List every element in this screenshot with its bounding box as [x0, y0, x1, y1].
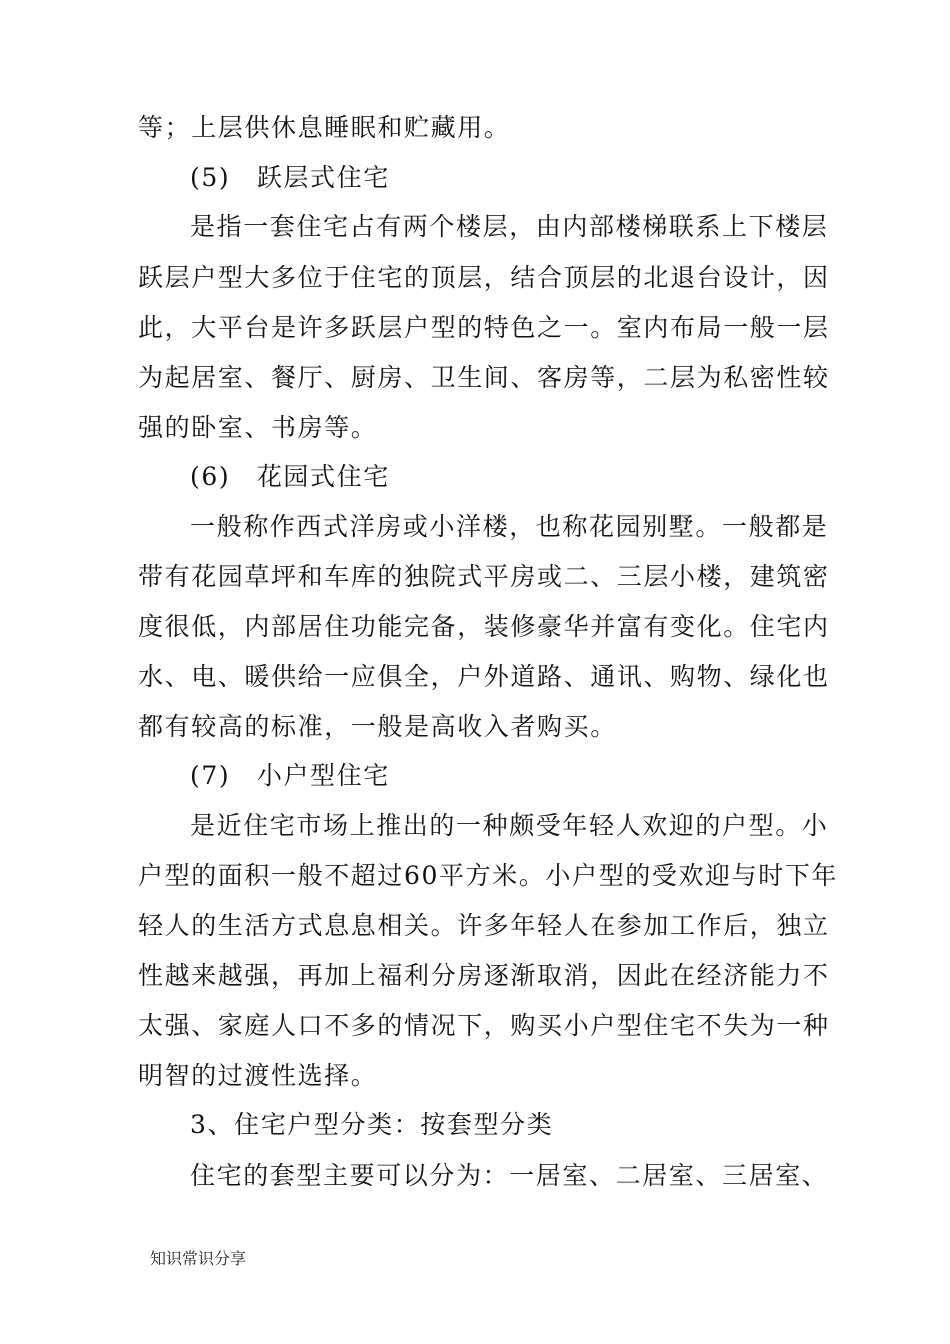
paragraph-line: 一般称作西式洋房或小洋楼，也称花园别墅。一般都是 [190, 512, 829, 541]
paragraph-line: 是近住宅市场上推出的一种颇受年轻人欢迎的户型。小 [190, 811, 829, 840]
paragraph-line: 度很低，内部居住功能完备，装修豪华并富有变化。住宅内 [138, 612, 830, 641]
section-heading-5: (5) 跃层式住宅 [190, 163, 390, 192]
paragraph-line: 此，大平台是许多跃层户型的特色之一。室内布局一般一层 [138, 313, 830, 342]
paragraph-line: 都有较高的标准，一般是高收入者购买。 [138, 712, 617, 741]
paragraph-line: 跃层户型大多位于住宅的顶层，结合顶层的北退台设计，因 [138, 263, 830, 292]
paragraph-line: 户型的面积一般不超过60平方米。小户型的受欢迎与时下年 [138, 861, 839, 890]
section-heading-7: (7) 小户型住宅 [190, 761, 390, 790]
paragraph-line: 强的卧室、书房等。 [138, 413, 378, 442]
paragraph-line: 等；上层供休息睡眠和贮藏用。 [138, 113, 511, 142]
paragraph-line: 轻人的生活方式息息相关。许多年轻人在参加工作后，独立 [138, 911, 830, 940]
section-heading-3: 3、住宅户型分类：按套型分类 [190, 1110, 554, 1139]
paragraph-line: 是指一套住宅占有两个楼层，由内部楼梯联系上下楼层 [190, 212, 829, 241]
paragraph-line: 为起居室、餐厅、厨房、卫生间、客房等，二层为私密性较 [138, 363, 830, 392]
paragraph-line: 性越来越强，再加上福利分房逐渐取消，因此在经济能力不 [138, 961, 830, 990]
paragraph-line: 明智的过渡性选择。 [138, 1061, 378, 1090]
paragraph-line: 水、电、暖供给一应俱全，户外道路、通讯、购物、绿化也 [138, 662, 830, 691]
footer-note: 知识常识分享 [150, 1249, 247, 1268]
paragraph-line: 住宅的套型主要可以分为：一居室、二居室、三居室、 [190, 1161, 829, 1190]
paragraph-line: 带有花园草坪和车库的独院式平房或二、三层小楼，建筑密 [138, 562, 830, 591]
paragraph-line: 太强、家庭人口不多的情况下，购买小户型住宅不失为一种 [138, 1011, 830, 1040]
section-heading-6: (6) 花园式住宅 [190, 462, 390, 491]
